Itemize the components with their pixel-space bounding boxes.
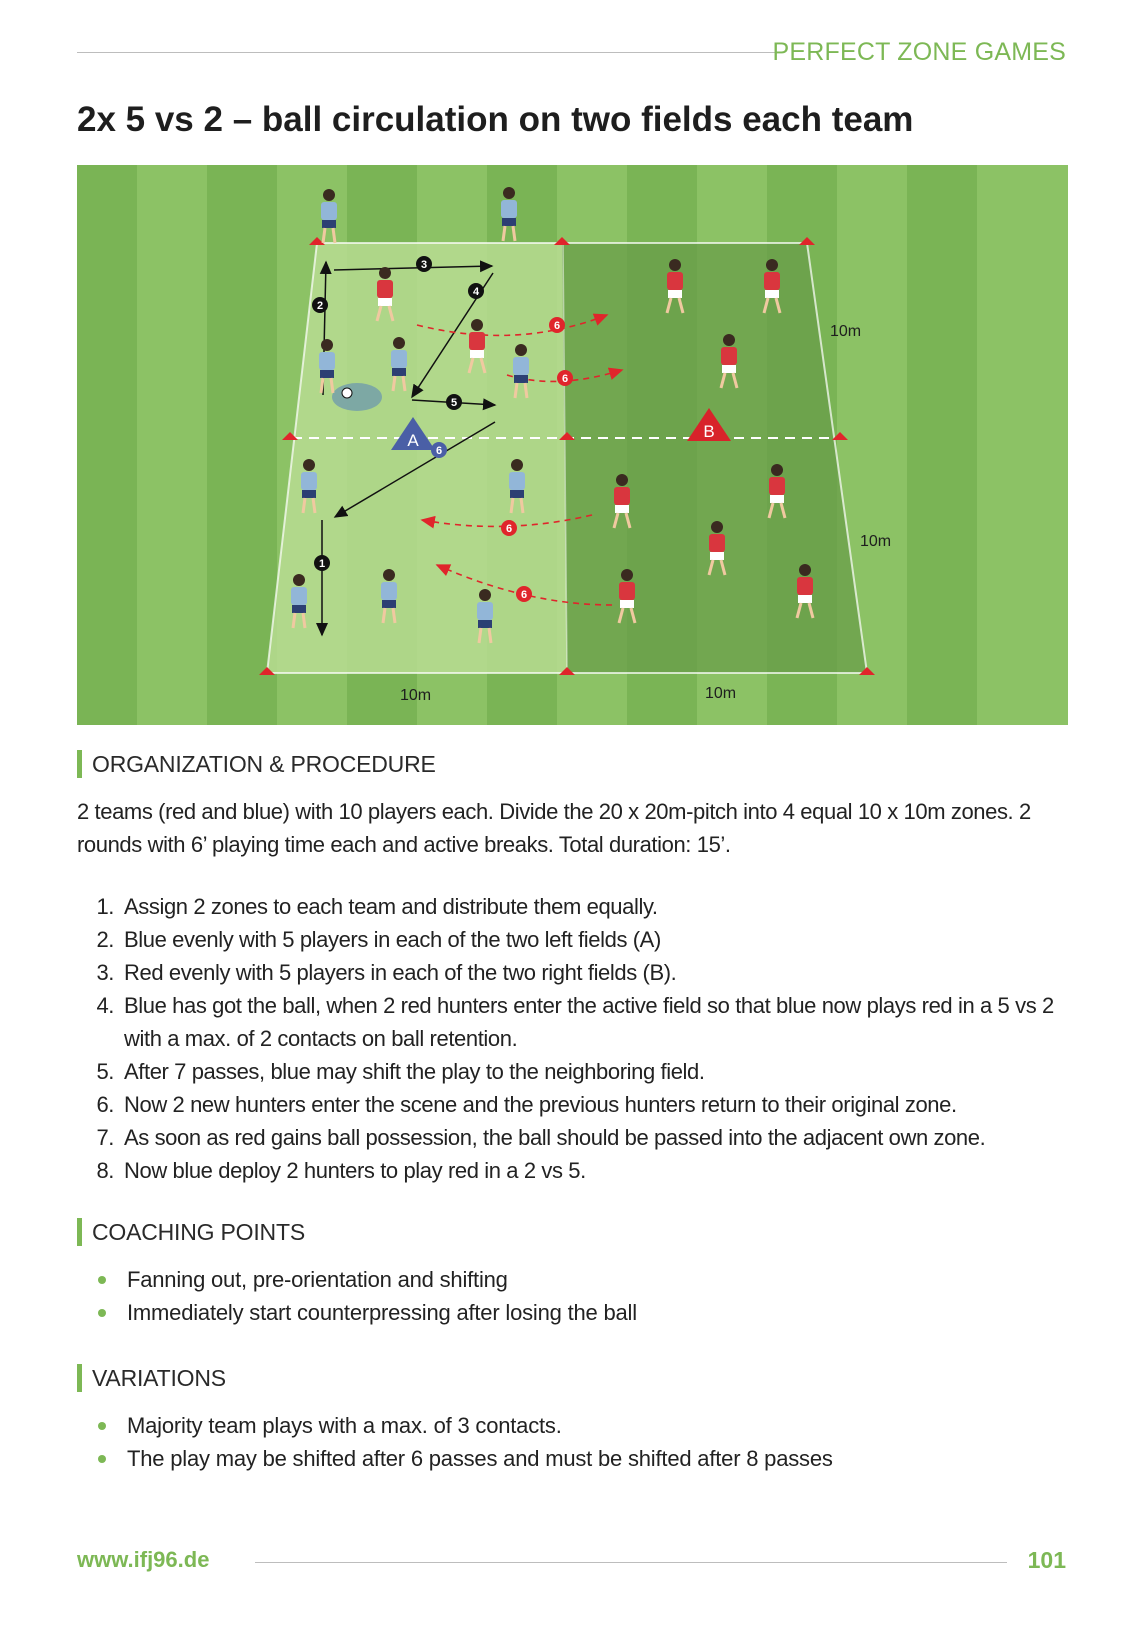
section-heading-variations [77, 1364, 226, 1392]
section-title: ORGANIZATION & PROCEDURE [92, 750, 436, 777]
section-heading-organization [77, 750, 436, 778]
coaching-points-list [77, 1263, 1067, 1329]
procedure-step [77, 923, 1067, 956]
dimension-label: 10m [830, 323, 862, 340]
procedure-step [77, 890, 1067, 923]
zone-b-label: B [703, 422, 715, 441]
section-title: COACHING POINTS [92, 1218, 305, 1245]
procedure-steps [77, 890, 1067, 1187]
bullet-icon [98, 1422, 106, 1430]
list-item-text: The play may be shifted after 6 passes and must be shifted after 8 passes [127, 1446, 833, 1471]
footer-website-link[interactable]: www.ifj96.de [77, 1547, 210, 1572]
list-item-text: Majority team plays with a max. of 3 contacts. [127, 1413, 562, 1438]
step-text: Red evenly with 5 players in each of the two right fields (B). [124, 960, 677, 985]
blue-zone-field [267, 243, 567, 673]
ball-holder-highlight [332, 383, 382, 411]
pitch-illustration [77, 165, 1068, 725]
procedure-step [77, 1088, 1067, 1121]
section-accent-bar [77, 1364, 82, 1392]
step-number: 7. [96, 1125, 114, 1150]
step-text: Now blue deploy 2 hunters to play red in a 2 vs 5. [124, 1158, 586, 1183]
pass-number: 5 [450, 397, 458, 409]
bullet-icon [98, 1276, 106, 1284]
step-number: 3. [96, 960, 114, 985]
section-heading-coaching [77, 1218, 305, 1246]
step-number: 5. [96, 1059, 114, 1084]
list-item-text: Fanning out, pre-orientation and shifting [127, 1267, 508, 1292]
step-number: 1. [96, 894, 114, 919]
run-number: 6 [553, 320, 561, 332]
procedure-step [77, 1121, 1067, 1154]
step-text: Blue evenly with 5 players in each of the two left fields (A) [124, 927, 661, 952]
list-item [77, 1442, 1067, 1475]
list-item [77, 1296, 1067, 1329]
run-number: 6 [561, 373, 569, 385]
section-accent-bar [77, 1218, 82, 1246]
page-title: 2x 5 vs 2 – ball circulation on two fields each team [77, 100, 914, 139]
run-number: 6 [520, 589, 528, 601]
bullet-icon [98, 1309, 106, 1317]
variations-list [77, 1409, 1067, 1475]
page-number: 101 [1027, 1547, 1066, 1573]
step-text: Blue has got the ball, when 2 red hunters enter the active field so that blue now plays red in a 5 vs 2 with a max. of 2 contacts on ball retention. [124, 993, 1054, 1051]
section-title: VARIATIONS [92, 1364, 226, 1391]
list-item [77, 1409, 1067, 1442]
dimension-label: 10m [400, 687, 432, 704]
pass-number: 4 [472, 286, 480, 298]
list-item [77, 1263, 1067, 1296]
organization-intro: 2 teams (red and blue) with 10 players each. Divide the 20 x 20m-pitch into 4 equal 10 x 10m zones. 2 rounds with 6’ playing time each and active breaks. Total duration: 15’. [77, 799, 1031, 857]
step-text: As soon as red gains ball possession, the ball should be passed into the adjacent own zone. [124, 1125, 986, 1150]
procedure-step [77, 989, 1067, 1055]
step-text: Now 2 new hunters enter the scene and the previous hunters return to their original zone. [124, 1092, 957, 1117]
dimension-label: 10m [860, 533, 892, 550]
list-item-text: Immediately start counterpressing after losing the ball [127, 1300, 637, 1325]
bullet-icon [98, 1455, 106, 1463]
procedure-step [77, 1154, 1067, 1187]
step-text: Assign 2 zones to each team and distribute them equally. [124, 894, 658, 919]
zone-a-label: A [407, 431, 419, 450]
procedure-step [77, 1055, 1067, 1088]
footer-rule [255, 1562, 1007, 1563]
run-number: 6 [505, 523, 513, 535]
pass-number: 2 [316, 300, 324, 312]
pass-number: 3 [420, 259, 428, 271]
step-text: After 7 passes, blue may shift the play to the neighboring field. [124, 1059, 705, 1084]
ball-icon [342, 388, 352, 398]
step-number: 6. [96, 1092, 114, 1117]
dimension-label: 10m [705, 685, 737, 702]
step-number: 2. [96, 927, 114, 952]
header-rule [77, 52, 783, 53]
drill-diagram [77, 165, 1068, 725]
running-header: PERFECT ZONE GAMES [772, 38, 1066, 66]
procedure-step [77, 956, 1067, 989]
section-accent-bar [77, 750, 82, 778]
step-number: 8. [96, 1158, 114, 1183]
step-number: 4. [96, 993, 114, 1018]
pass-number: 1 [318, 558, 326, 570]
pass-number: 6 [435, 445, 443, 457]
